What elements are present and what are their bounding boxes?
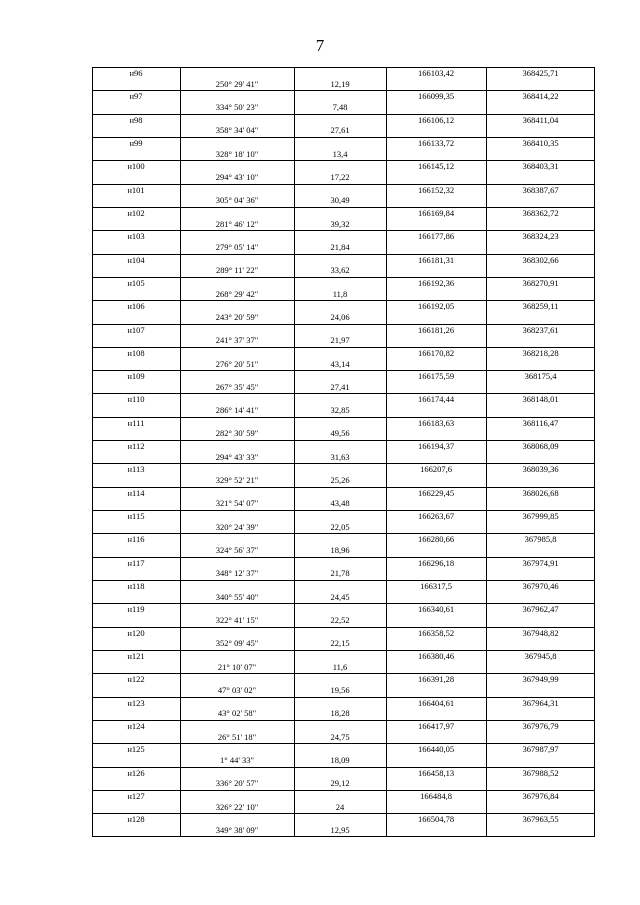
table-row-segment xyxy=(92,102,595,113)
direction-angle-cell: 250° 29' 41" xyxy=(215,78,259,89)
direction-angle-cell: 289° 11' 22" xyxy=(215,265,259,276)
coordinate-y-cell: 367948,82 xyxy=(522,627,559,638)
segment-length-cell: 30,49 xyxy=(330,195,350,206)
table-row-point xyxy=(92,324,595,336)
coordinate-x-cell: 166417,97 xyxy=(417,720,455,731)
table-row-segment xyxy=(92,405,595,416)
coordinate-x-cell: 166099,35 xyxy=(417,91,455,102)
segment-length-cell: 13,4 xyxy=(332,148,348,159)
point-name-cell: н124 xyxy=(127,720,145,731)
table-row-segment xyxy=(92,452,595,463)
segment-length-cell: 27,41 xyxy=(330,381,350,392)
table-row-segment xyxy=(92,172,595,183)
table-row-segment xyxy=(92,778,595,789)
table-row-segment xyxy=(92,708,595,719)
table-row-point xyxy=(92,650,595,662)
segment-length-cell: 22,05 xyxy=(330,521,350,532)
table-row-segment xyxy=(92,125,595,136)
direction-angle-cell: 340° 55' 40" xyxy=(215,591,259,602)
table-row-segment xyxy=(92,382,595,393)
table-row-point xyxy=(92,184,595,196)
coordinate-y-cell: 367976,79 xyxy=(522,720,559,731)
direction-angle-cell: 241° 37' 37" xyxy=(215,335,259,346)
direction-angle-cell: 294° 43' 10" xyxy=(215,171,259,182)
point-name-cell: н102 xyxy=(127,207,145,218)
direction-angle-cell: 43° 02' 58" xyxy=(217,708,257,719)
point-name-cell: н108 xyxy=(127,347,145,358)
column-divider-1 xyxy=(180,67,181,837)
coordinate-x-cell: 166103,42 xyxy=(417,68,455,78)
coordinate-y-cell: 367963,55 xyxy=(522,814,559,825)
table-row-point xyxy=(92,160,595,172)
point-name-cell: н106 xyxy=(127,301,145,312)
coordinate-y-cell: 368414,22 xyxy=(522,91,559,102)
direction-angle-cell: 243° 20' 59" xyxy=(215,311,259,322)
table-border-right xyxy=(594,67,595,837)
table-row-point xyxy=(92,580,595,592)
direction-angle-cell: 321° 54' 07" xyxy=(215,498,259,509)
segment-length-cell: 21,84 xyxy=(330,241,350,252)
point-name-cell: н100 xyxy=(127,161,145,172)
column-divider-4 xyxy=(486,67,487,837)
table-row-segment xyxy=(92,638,595,649)
segment-length-cell: 24 xyxy=(335,801,345,812)
point-name-cell: н119 xyxy=(127,604,145,615)
coordinate-y-cell: 368026,68 xyxy=(522,487,559,498)
point-name-cell: н98 xyxy=(129,114,143,125)
table-row-point xyxy=(92,673,595,685)
direction-angle-cell: 336° 20' 57" xyxy=(215,778,259,789)
table-row-segment xyxy=(92,475,595,486)
table-row-segment xyxy=(92,545,595,556)
coordinate-y-cell: 368148,01 xyxy=(522,394,559,405)
coordinate-x-cell: 166170,82 xyxy=(417,347,455,358)
segment-length-cell: 18,09 xyxy=(330,754,350,765)
coordinate-x-cell: 166181,31 xyxy=(417,254,455,265)
segment-length-cell: 24,06 xyxy=(330,311,350,322)
segment-length-cell: 12,19 xyxy=(330,78,350,89)
direction-angle-cell: 305° 04' 36" xyxy=(215,195,259,206)
coordinates-table xyxy=(92,67,595,837)
direction-angle-cell: 279° 05' 14" xyxy=(215,241,259,252)
table-row-point xyxy=(92,347,595,359)
table-row-segment xyxy=(92,195,595,206)
point-name-cell: н122 xyxy=(127,674,145,685)
segment-length-cell: 25,26 xyxy=(330,475,350,486)
table-row-point xyxy=(92,417,595,429)
column-divider-3 xyxy=(386,67,387,837)
coordinate-y-cell: 367964,31 xyxy=(522,697,559,708)
point-name-cell: н104 xyxy=(127,254,145,265)
coordinate-y-cell: 367962,47 xyxy=(522,604,559,615)
segment-length-cell: 27,61 xyxy=(330,125,350,136)
table-row-point xyxy=(92,277,595,289)
direction-angle-cell: 21° 10' 07" xyxy=(217,661,257,672)
table-row-segment xyxy=(92,428,595,439)
table-row-segment xyxy=(92,568,595,579)
coordinate-x-cell: 166391,28 xyxy=(417,674,455,685)
table-row-segment xyxy=(92,685,595,696)
table-row-point xyxy=(92,230,595,242)
point-name-cell: н115 xyxy=(127,511,145,522)
coordinate-x-cell: 166194,37 xyxy=(417,441,455,452)
coordinate-y-cell: 368039,36 xyxy=(522,464,559,475)
table-row-segment xyxy=(92,615,595,626)
table-row-segment xyxy=(92,732,595,743)
table-row-segment xyxy=(92,359,595,370)
segment-length-cell: 31,63 xyxy=(330,451,350,462)
table-row-point xyxy=(92,533,595,545)
table-row-point xyxy=(92,557,595,569)
point-name-cell: н110 xyxy=(127,394,145,405)
direction-angle-cell: 320° 24' 39" xyxy=(215,521,259,532)
coordinate-y-cell: 367988,52 xyxy=(522,767,559,778)
coordinate-y-cell: 367987,97 xyxy=(522,744,559,755)
coordinate-x-cell: 166183,63 xyxy=(417,417,455,428)
coordinate-x-cell: 166177,86 xyxy=(417,231,455,242)
segment-length-cell: 49,56 xyxy=(330,428,350,439)
coordinate-y-cell: 368302,66 xyxy=(522,254,559,265)
point-name-cell: н112 xyxy=(127,441,145,452)
direction-angle-cell: 26° 51' 18" xyxy=(217,731,257,742)
segment-length-cell: 19,56 xyxy=(330,684,350,695)
direction-angle-cell: 352° 09' 45" xyxy=(215,638,259,649)
table-row-point xyxy=(92,697,595,709)
segment-length-cell: 24,45 xyxy=(330,591,350,602)
coordinate-x-cell: 166440,05 xyxy=(417,744,455,755)
coordinate-x-cell: 166145,12 xyxy=(417,161,455,172)
table-row-point xyxy=(92,603,595,615)
table-row-segment xyxy=(92,289,595,300)
coordinate-x-cell: 166152,32 xyxy=(417,184,455,195)
coordinate-x-cell: 166192,05 xyxy=(417,301,455,312)
table-row-segment xyxy=(92,265,595,276)
coordinate-x-cell: 166296,18 xyxy=(417,557,455,568)
direction-angle-cell: 286° 14' 41" xyxy=(215,405,259,416)
table-row-point xyxy=(92,767,595,779)
table-row-segment xyxy=(92,335,595,346)
segment-length-cell: 21,78 xyxy=(330,568,350,579)
page-number: 7 xyxy=(315,36,325,55)
table-row-point xyxy=(92,300,595,312)
coordinate-y-cell: 367985,8 xyxy=(524,534,557,545)
segment-length-cell: 21,97 xyxy=(330,335,350,346)
coordinate-x-cell: 166192,36 xyxy=(417,277,455,288)
coordinate-y-cell: 368237,61 xyxy=(522,324,559,335)
point-name-cell: н97 xyxy=(129,91,143,102)
table-row-point xyxy=(92,137,595,149)
segment-length-cell: 24,75 xyxy=(330,731,350,742)
coordinate-y-cell: 368387,67 xyxy=(522,184,559,195)
coordinate-x-cell: 166181,26 xyxy=(417,324,455,335)
point-name-cell: н126 xyxy=(127,767,145,778)
segment-length-cell: 11,8 xyxy=(332,288,348,299)
point-name-cell: н111 xyxy=(127,417,145,428)
coordinate-x-cell: 166133,72 xyxy=(417,137,455,148)
coordinate-y-cell: 368362,72 xyxy=(522,207,559,218)
direction-angle-cell: 267° 35' 45" xyxy=(215,381,259,392)
point-name-cell: н101 xyxy=(127,184,145,195)
point-name-cell: н96 xyxy=(129,68,143,78)
table-row-point xyxy=(92,393,595,405)
segment-length-cell: 29,12 xyxy=(330,778,350,789)
table-row-segment xyxy=(92,662,595,673)
coordinate-x-cell: 166484,8 xyxy=(420,790,452,801)
table-row-segment xyxy=(92,312,595,323)
table-row-segment xyxy=(92,149,595,160)
table-row-segment xyxy=(92,825,595,837)
direction-angle-cell: 349° 38' 09" xyxy=(215,824,259,835)
point-name-cell: н109 xyxy=(127,371,145,382)
coordinate-y-cell: 367976,84 xyxy=(522,790,559,801)
point-name-cell: н103 xyxy=(127,231,145,242)
table-row-point xyxy=(92,510,595,522)
table-row-segment xyxy=(92,219,595,230)
coordinate-y-cell: 368116,47 xyxy=(522,417,559,428)
segment-length-cell: 7,48 xyxy=(332,101,348,112)
segment-length-cell: 11,6 xyxy=(332,661,348,672)
coordinate-y-cell: 368270,91 xyxy=(522,277,559,288)
coordinate-y-cell: 368218,28 xyxy=(522,347,559,358)
coordinate-y-cell: 367999,85 xyxy=(522,511,559,522)
table-row-segment xyxy=(92,755,595,766)
table-row-point xyxy=(92,67,595,79)
coordinate-y-cell: 368411,04 xyxy=(522,114,559,125)
segment-length-cell: 22,52 xyxy=(330,615,350,626)
direction-angle-cell: 329° 52' 21" xyxy=(215,475,259,486)
coordinate-x-cell: 166207,6 xyxy=(420,464,452,475)
table-row-point xyxy=(92,790,595,802)
coordinate-y-cell: 368403,31 xyxy=(522,161,559,172)
table-row-segment xyxy=(92,522,595,533)
table-row-point xyxy=(92,743,595,755)
table-row-point xyxy=(92,487,595,499)
point-name-cell: н121 xyxy=(127,651,145,661)
table-row-segment xyxy=(92,592,595,603)
coordinate-x-cell: 166504,78 xyxy=(417,814,455,825)
coordinate-y-cell: 368425,71 xyxy=(522,68,559,78)
table-row-segment xyxy=(92,498,595,509)
table-row-point xyxy=(92,207,595,219)
coordinate-y-cell: 368324,23 xyxy=(522,231,559,242)
point-name-cell: н99 xyxy=(129,137,143,148)
segment-length-cell: 43,14 xyxy=(330,358,350,369)
coordinate-x-cell: 166340,61 xyxy=(417,604,455,615)
direction-angle-cell: 334° 50' 23" xyxy=(215,101,259,112)
table-border-left xyxy=(92,67,93,837)
point-name-cell: н125 xyxy=(127,744,145,755)
coordinate-x-cell: 166229,45 xyxy=(417,487,455,498)
segment-length-cell: 43,48 xyxy=(330,498,350,509)
point-name-cell: н113 xyxy=(127,464,145,475)
coordinate-x-cell: 166263,67 xyxy=(417,511,455,522)
table-row-segment xyxy=(92,242,595,253)
table-row-point xyxy=(92,813,595,825)
coordinate-x-cell: 166169,84 xyxy=(417,207,455,218)
column-divider-2 xyxy=(294,67,295,837)
point-name-cell: н118 xyxy=(127,581,145,592)
coordinate-y-cell: 368410,35 xyxy=(522,137,559,148)
coordinate-y-cell: 367945,8 xyxy=(524,651,557,661)
coordinate-y-cell: 368068,09 xyxy=(522,441,559,452)
direction-angle-cell: 348° 12' 37" xyxy=(215,568,259,579)
coordinate-x-cell: 166175,59 xyxy=(417,371,455,382)
coordinate-x-cell: 166106,12 xyxy=(417,114,455,125)
segment-length-cell: 12,95 xyxy=(330,824,350,835)
segment-length-cell: 33,62 xyxy=(330,265,350,276)
table-row-segment xyxy=(92,79,595,90)
point-name-cell: н123 xyxy=(127,697,145,708)
segment-length-cell: 17,22 xyxy=(330,171,350,182)
table-row-point xyxy=(92,370,595,382)
coordinate-x-cell: 166458,13 xyxy=(417,767,455,778)
table-row-point xyxy=(92,463,595,475)
direction-angle-cell: 282° 30' 59" xyxy=(215,428,259,439)
point-name-cell: н128 xyxy=(127,814,145,825)
table-row-point xyxy=(92,254,595,266)
table-row-point xyxy=(92,627,595,639)
direction-angle-cell: 328° 18' 10" xyxy=(215,148,259,159)
direction-angle-cell: 294° 43' 33" xyxy=(215,451,259,462)
coordinate-x-cell: 166404,61 xyxy=(417,697,455,708)
coordinate-y-cell: 368259,11 xyxy=(522,301,559,312)
direction-angle-cell: 281° 46' 12" xyxy=(215,218,259,229)
point-name-cell: н116 xyxy=(127,534,145,545)
segment-length-cell: 22,15 xyxy=(330,638,350,649)
point-name-cell: н117 xyxy=(127,557,145,568)
coordinate-x-cell: 166174,44 xyxy=(417,394,455,405)
point-name-cell: н105 xyxy=(127,277,145,288)
coordinate-x-cell: 166317,5 xyxy=(420,581,452,592)
coordinate-x-cell: 166380,46 xyxy=(417,651,455,661)
point-name-cell: н120 xyxy=(127,627,145,638)
direction-angle-cell: 322° 41' 15" xyxy=(215,615,259,626)
point-name-cell: н107 xyxy=(127,324,145,335)
coordinate-x-cell: 166280,66 xyxy=(417,534,455,545)
direction-angle-cell: 358° 34' 04" xyxy=(215,125,259,136)
table-row-segment xyxy=(92,802,595,813)
point-name-cell: н114 xyxy=(127,487,145,498)
coordinate-y-cell: 367974,91 xyxy=(522,557,559,568)
direction-angle-cell: 268° 29' 42" xyxy=(215,288,259,299)
direction-angle-cell: 1° 44' 33" xyxy=(220,754,254,765)
coordinate-y-cell: 367949,99 xyxy=(522,674,559,685)
direction-angle-cell: 324° 56' 37" xyxy=(215,545,259,556)
direction-angle-cell: 47° 03' 02" xyxy=(217,684,257,695)
segment-length-cell: 18,28 xyxy=(330,708,350,719)
segment-length-cell: 18,96 xyxy=(330,545,350,556)
table-row-point xyxy=(92,440,595,452)
segment-length-cell: 32,85 xyxy=(330,405,350,416)
table-row-point xyxy=(92,90,595,102)
table-row-point xyxy=(92,114,595,126)
direction-angle-cell: 276° 20' 51" xyxy=(215,358,259,369)
segment-length-cell: 39,32 xyxy=(330,218,350,229)
point-name-cell: н127 xyxy=(127,790,145,801)
direction-angle-cell: 326° 22' 10" xyxy=(215,801,259,812)
coordinate-x-cell: 166358,52 xyxy=(417,627,455,638)
coordinate-y-cell: 367970,46 xyxy=(522,581,559,592)
coordinate-y-cell: 368175,4 xyxy=(524,371,557,382)
table-row-point xyxy=(92,720,595,732)
